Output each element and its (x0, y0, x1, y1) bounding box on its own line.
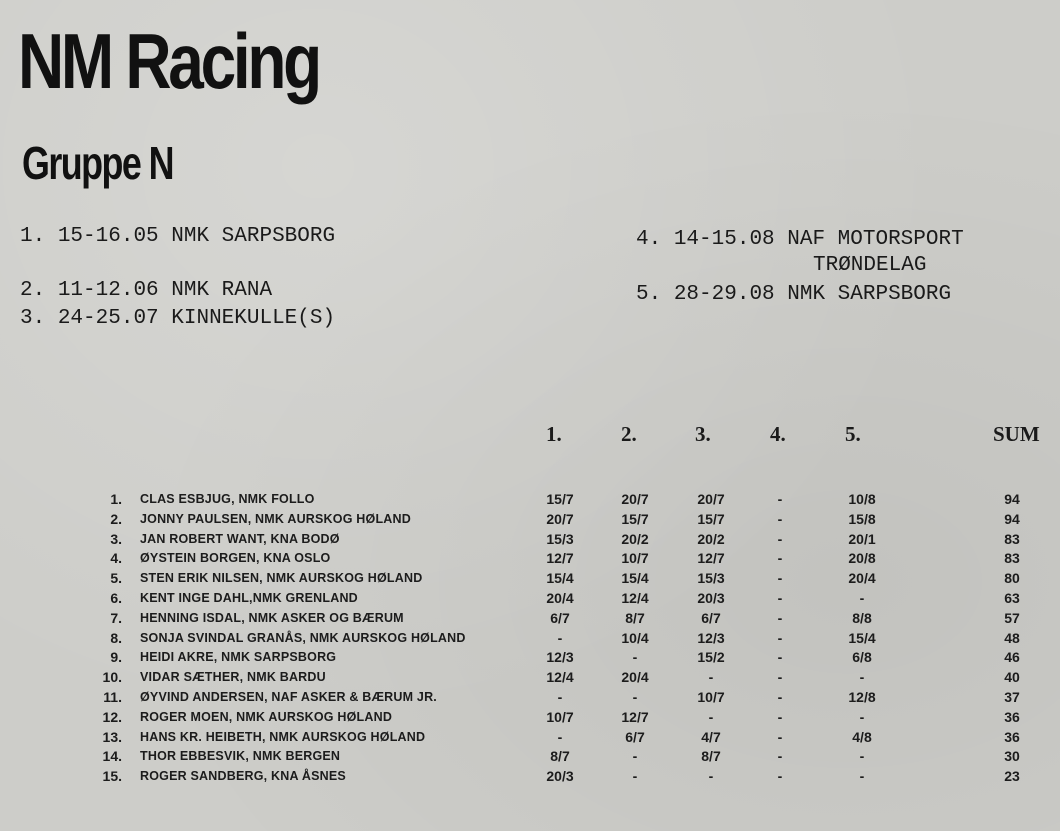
event-date: 28-29.08 (673, 283, 775, 306)
row-result-5: 8/8 (852, 609, 872, 626)
event-venue: NMK SARPSBORG (171, 225, 336, 248)
row-result-4: - (777, 649, 783, 666)
column-header-1: 1. (546, 422, 562, 446)
row-result-3: 6/7 (701, 609, 721, 626)
row-result-2: 20/7 (621, 491, 649, 507)
page-title: NM Racing (18, 17, 319, 105)
row-driver: ROGER SANDBERG, KNA ÅSNES (140, 769, 346, 784)
row-sum: 46 (1004, 649, 1020, 666)
row-sum: 36 (1004, 728, 1020, 745)
row-result-3: 20/7 (697, 491, 725, 507)
row-result-2: 10/4 (621, 629, 649, 646)
row-result-1: 20/3 (546, 768, 574, 785)
row-driver: KENT INGE DAHL,NMK GRENLAND (140, 590, 358, 605)
row-result-5: 20/8 (848, 550, 876, 567)
row-result-5: 20/4 (848, 570, 876, 587)
table-row (0, 708, 1060, 728)
row-position: 14. (102, 748, 122, 765)
row-result-1: 12/3 (546, 649, 574, 666)
row-result-2: 12/7 (621, 708, 649, 725)
row-position: 8. (110, 629, 122, 646)
row-result-2: - (632, 768, 638, 785)
row-driver: VIDAR SÆTHER, NMK BARDU (140, 670, 326, 685)
row-result-2: 10/7 (621, 550, 649, 567)
row-result-4: - (777, 491, 783, 507)
row-sum: 23 (1004, 768, 1020, 785)
row-position: 3. (110, 530, 122, 547)
row-result-1: 12/4 (546, 669, 574, 686)
row-sum: 40 (1004, 669, 1020, 686)
row-sum: 48 (1004, 629, 1020, 646)
row-sum: 36 (1004, 708, 1020, 725)
row-driver: JAN ROBERT WANT, KNA BODØ (140, 531, 340, 546)
row-result-2: - (632, 688, 638, 705)
event-number: 2. (20, 279, 46, 302)
row-result-1: - (557, 728, 563, 745)
table-row (0, 728, 1060, 748)
row-result-2: 6/7 (625, 728, 645, 745)
row-result-2: 15/4 (621, 570, 649, 587)
row-driver: ØYSTEIN BORGEN, KNA OSLO (140, 551, 331, 566)
column-header-5: 5. (845, 422, 861, 446)
column-header-4: 4. (770, 422, 786, 446)
table-row (0, 668, 1060, 688)
row-position: 6. (110, 589, 122, 606)
table-row (0, 688, 1060, 708)
row-result-5: 4/8 (852, 728, 872, 745)
event-number: 3. (20, 307, 46, 330)
row-driver: CLAS ESBJUG, NMK FOLLO (140, 492, 315, 506)
row-result-2: 15/7 (621, 510, 649, 527)
column-header-2: 2. (621, 422, 637, 446)
row-driver: ØYVIND ANDERSEN, NAF ASKER & BÆRUM JR. (140, 689, 437, 704)
row-result-3: - (708, 708, 714, 725)
row-sum: 57 (1004, 609, 1020, 626)
row-result-2: 12/4 (621, 589, 649, 606)
row-position: 15. (102, 768, 122, 785)
row-position: 12. (102, 708, 122, 725)
row-result-4: - (777, 728, 783, 745)
row-result-4: - (777, 530, 783, 547)
event-number: 5. (636, 283, 662, 306)
row-position: 2. (110, 510, 122, 527)
event-venue: NAF MOTORSPORT (787, 228, 964, 251)
row-sum: 83 (1004, 550, 1020, 567)
row-result-2: - (632, 748, 638, 765)
row-driver: JONNY PAULSEN, NMK AURSKOG HØLAND (140, 511, 411, 526)
row-result-2: 20/2 (621, 530, 649, 547)
row-result-4: - (777, 708, 783, 725)
row-result-5: - (859, 748, 865, 765)
event-number: 4. (636, 228, 662, 251)
row-result-5: 6/8 (852, 649, 872, 666)
table-row (0, 589, 1060, 609)
row-result-4: - (777, 748, 783, 765)
row-result-1: - (557, 688, 563, 705)
row-result-2: 8/7 (625, 609, 645, 626)
page-subtitle: Gruppe N (22, 137, 173, 189)
row-result-5: - (859, 589, 865, 606)
row-result-5: - (859, 708, 865, 725)
row-driver: STEN ERIK NILSEN, NMK AURSKOG HØLAND (140, 571, 423, 586)
row-result-3: 12/7 (697, 550, 725, 567)
event-number: 1. (20, 225, 46, 248)
table-row (0, 530, 1060, 550)
row-result-1: 15/3 (546, 530, 574, 547)
row-position: 1. (110, 491, 122, 507)
table-row (0, 767, 1060, 787)
row-result-3: 10/7 (697, 688, 725, 705)
table-row (0, 549, 1060, 569)
row-result-5: 15/8 (848, 510, 876, 527)
row-position: 5. (110, 570, 122, 587)
column-header-sum: SUM (993, 422, 1040, 446)
row-position: 10. (102, 669, 122, 686)
row-driver: SONJA SVINDAL GRANÅS, NMK AURSKOG HØLAND (140, 630, 466, 645)
row-result-5: 20/1 (848, 530, 876, 547)
row-sum: 63 (1004, 589, 1020, 606)
row-result-2: - (632, 649, 638, 666)
row-result-4: - (777, 589, 783, 606)
row-result-3: 12/3 (697, 629, 725, 646)
event-item (636, 282, 951, 308)
row-result-3: 8/7 (701, 748, 721, 765)
row-driver: ROGER MOEN, NMK AURSKOG HØLAND (140, 709, 393, 724)
row-result-5: 15/4 (848, 629, 876, 646)
row-result-3: 15/3 (697, 570, 725, 587)
row-result-3: 20/3 (697, 589, 725, 606)
row-sum: 30 (1004, 748, 1020, 765)
row-result-4: - (777, 570, 783, 587)
row-result-1: 6/7 (550, 609, 570, 626)
event-date: 24-25.07 (57, 307, 159, 330)
row-result-5: 10/8 (848, 491, 876, 507)
table-row (0, 747, 1060, 767)
row-result-4: - (777, 609, 783, 626)
event-item (20, 306, 335, 332)
column-header-3: 3. (695, 422, 711, 446)
row-result-1: 15/7 (546, 491, 574, 507)
event-venue: KINNEKULLE(S) (171, 307, 336, 330)
row-sum: 37 (1004, 688, 1020, 705)
row-result-1: - (557, 629, 563, 646)
row-sum: 94 (1004, 491, 1020, 507)
row-position: 11. (103, 688, 122, 705)
event-item (20, 224, 335, 250)
row-driver: HENNING ISDAL, NMK ASKER OG BÆRUM (140, 610, 404, 625)
row-position: 7. (110, 609, 122, 626)
row-sum: 94 (1004, 510, 1020, 527)
row-position: 9. (110, 649, 122, 666)
row-sum: 80 (1004, 570, 1020, 587)
row-result-3: 15/2 (697, 649, 725, 666)
row-driver: THOR EBBESVIK, NMK BERGEN (140, 749, 341, 764)
table-row (0, 510, 1060, 530)
row-result-1: 12/7 (546, 550, 574, 567)
table-row (0, 648, 1060, 668)
row-result-2: 20/4 (621, 669, 649, 686)
table-row (0, 629, 1060, 649)
row-result-1: 20/4 (546, 589, 574, 606)
table-row (0, 569, 1060, 589)
row-result-3: 20/2 (697, 530, 725, 547)
row-driver: HEIDI AKRE, NMK SARPSBORG (140, 650, 337, 665)
row-result-1: 20/7 (546, 510, 574, 527)
row-result-4: - (777, 550, 783, 567)
row-position: 4. (110, 550, 122, 567)
event-item (636, 227, 964, 253)
row-result-5: - (859, 768, 865, 785)
row-result-4: - (777, 510, 783, 527)
row-driver: HANS KR. HEIBETH, NMK AURSKOG HØLAND (140, 729, 426, 744)
event-date: 15-16.05 (57, 225, 159, 248)
row-result-4: - (777, 629, 783, 646)
event-item (20, 278, 272, 304)
row-result-5: 12/8 (848, 688, 876, 705)
event-venue: NMK RANA (171, 279, 273, 302)
results-table (0, 490, 1060, 787)
row-result-4: - (777, 688, 783, 705)
row-result-1: 10/7 (546, 708, 574, 725)
row-result-3: - (708, 669, 714, 686)
row-result-1: 15/4 (546, 570, 574, 587)
row-result-3: - (708, 768, 714, 785)
table-row (0, 609, 1060, 629)
row-position: 13. (102, 728, 122, 745)
row-result-4: - (777, 669, 783, 686)
table-row (0, 490, 1060, 510)
row-result-3: 4/7 (701, 728, 721, 745)
row-result-4: - (777, 768, 783, 785)
row-result-5: - (859, 669, 865, 686)
row-sum: 83 (1004, 530, 1020, 547)
event-date: 14-15.08 (673, 228, 775, 251)
row-result-1: 8/7 (550, 748, 570, 765)
event-venue: NMK SARPSBORG (787, 283, 952, 306)
row-result-3: 15/7 (697, 510, 725, 527)
event-date: 11-12.06 (57, 279, 159, 302)
event-venue-line2: TRØNDELAG (813, 254, 927, 277)
